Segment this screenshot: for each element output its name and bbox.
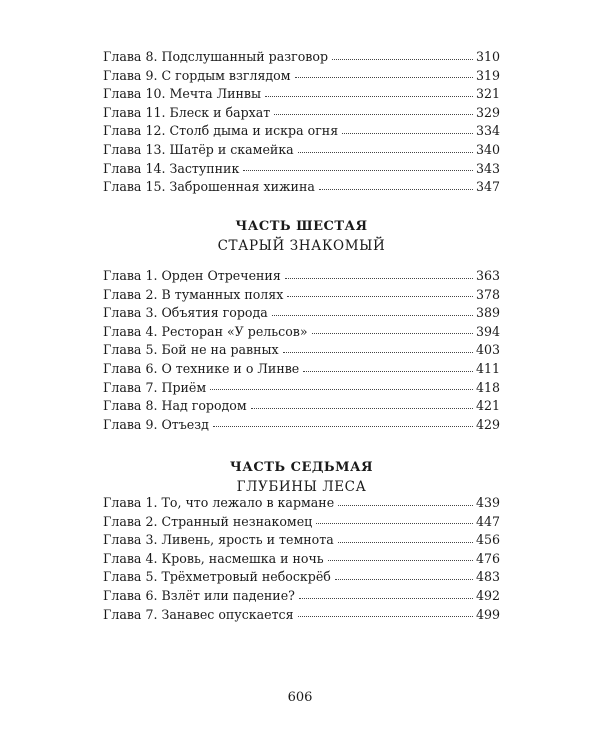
- dot-leader: [299, 598, 473, 599]
- toc-entry-title: Глава 8. Над городом: [103, 398, 247, 414]
- toc-entry-title: Глава 15. Заброшенная хижина: [103, 179, 315, 195]
- dot-leader: [298, 152, 473, 153]
- toc-entry-page: 429: [475, 416, 500, 432]
- toc-entry: [103, 550, 500, 569]
- toc-entry: [103, 494, 500, 513]
- toc-section-part-seven: [103, 494, 500, 624]
- toc-entry-title: Глава 12. Столб дыма и искра огня: [103, 123, 339, 139]
- toc-entry: [103, 360, 500, 379]
- toc-entry-page: 340: [475, 141, 500, 157]
- toc-entry: [103, 286, 500, 305]
- toc-entry-page: 378: [475, 286, 500, 302]
- toc-list: [103, 267, 500, 434]
- toc-entry: [103, 341, 500, 360]
- page-number: 606: [287, 690, 313, 705]
- toc-entry-title: Глава 6. О технике и о Линве: [103, 360, 300, 376]
- dot-leader: [251, 408, 473, 409]
- part-title: ГЛУБИНЫ ЛЕСА: [236, 479, 367, 495]
- dot-leader: [285, 278, 473, 279]
- dot-leader: [283, 352, 473, 353]
- toc-entry-title: Глава 6. Взлёт или падение?: [103, 587, 295, 603]
- toc-entry-page: 439: [475, 495, 500, 510]
- toc-entry: [103, 531, 500, 550]
- toc-entry: [103, 104, 500, 123]
- toc-entry-title: Глава 7. Приём: [103, 379, 207, 395]
- part-number: ЧАСТЬ СЕДЬМАЯ: [229, 460, 374, 475]
- toc-entry: [103, 606, 500, 625]
- dot-leader: [335, 579, 473, 580]
- toc-entry-title: Глава 2. В туманных полях: [103, 286, 284, 302]
- toc-entry-title: Глава 9. Отъезд: [103, 416, 209, 432]
- toc-entry: [103, 85, 500, 104]
- toc-entry-page: 447: [475, 513, 500, 529]
- toc-entry-page: 418: [475, 379, 500, 395]
- dot-leader: [287, 296, 473, 297]
- dot-leader: [274, 114, 473, 115]
- dot-leader: [342, 133, 473, 134]
- dot-leader: [316, 523, 473, 524]
- toc-entry: [103, 141, 500, 160]
- toc-entry-page: 343: [475, 160, 500, 176]
- toc-entry-page: 310: [475, 49, 500, 64]
- toc-entry: [103, 587, 500, 606]
- toc-entry: [103, 48, 500, 67]
- toc-entry-page: 319: [475, 67, 500, 83]
- toc-entry-page: 483: [475, 569, 500, 585]
- toc-entry-page: 492: [475, 587, 500, 603]
- toc-entry-title: Глава 8. Подслушанный разговор: [103, 49, 329, 64]
- toc-entry-page: 347: [475, 179, 500, 195]
- dot-leader: [312, 333, 473, 334]
- toc-entry: [103, 416, 500, 435]
- toc-entry-title: Глава 1. То, что лежало в кармане: [103, 495, 335, 510]
- toc-entry-page: 389: [475, 305, 500, 321]
- part-number: ЧАСТЬ ШЕСТАЯ: [235, 219, 368, 234]
- toc-entry: [103, 513, 500, 532]
- dot-leader: [272, 315, 473, 316]
- toc-entry-title: Глава 3. Ливень, ярость и темнота: [103, 532, 334, 548]
- toc-entry: [103, 67, 500, 86]
- toc-entry-title: Глава 5. Бой не на равных: [103, 342, 279, 358]
- dot-leader: [338, 505, 473, 506]
- toc-list: [103, 494, 500, 624]
- part-title: СТАРЫЙ ЗНАКОМЫЙ: [217, 238, 386, 254]
- toc-entry-title: Глава 5. Трёхметровый небоскрёб: [103, 569, 331, 585]
- toc-entry-title: Глава 9. С гордым взглядом: [103, 67, 291, 83]
- toc-entry: [103, 568, 500, 587]
- toc-entry: [103, 178, 500, 197]
- toc-entry-title: Глава 4. Ресторан «У рельсов»: [103, 323, 308, 339]
- toc-entry-title: Глава 4. Кровь, насмешка и ночь: [103, 550, 324, 566]
- toc-entry: [103, 267, 500, 286]
- toc-entry-title: Глава 7. Занавес опускается: [103, 606, 294, 622]
- toc-list: [103, 48, 500, 197]
- dot-leader: [303, 371, 473, 372]
- dot-leader: [319, 189, 473, 190]
- dot-leader: [243, 170, 473, 171]
- part-heading: [103, 218, 500, 256]
- toc-entry-title: Глава 3. Объятия города: [103, 305, 268, 321]
- dot-leader: [328, 560, 473, 561]
- toc-entry-page: 476: [475, 550, 500, 566]
- toc-entry: [103, 160, 500, 179]
- toc-entry-title: Глава 13. Шатёр и скамейка: [103, 141, 294, 157]
- toc-entry: [103, 122, 500, 141]
- toc-entry-page: 394: [475, 323, 500, 339]
- toc-entry: [103, 397, 500, 416]
- toc-entry: [103, 304, 500, 323]
- dot-leader: [298, 616, 473, 617]
- dot-leader: [210, 389, 473, 390]
- part-heading: [103, 459, 500, 497]
- toc-entry-title: Глава 2. Странный незнакомец: [103, 513, 313, 529]
- toc-entry-page: 329: [475, 104, 500, 120]
- toc-entry-page: 421: [475, 398, 500, 414]
- dot-leader: [332, 59, 473, 60]
- toc-entry-page: 499: [475, 606, 500, 622]
- toc-entry-page: 363: [475, 268, 500, 283]
- toc-entry-page: 456: [475, 532, 500, 548]
- toc-entry-title: Глава 10. Мечта Линвы: [103, 86, 262, 102]
- dot-leader: [265, 96, 473, 97]
- toc-entry: [103, 379, 500, 398]
- dot-leader: [295, 77, 473, 78]
- toc-entry-page: 403: [475, 342, 500, 358]
- toc-entry: [103, 323, 500, 342]
- toc-entry-title: Глава 14. Заступник: [103, 160, 240, 176]
- toc-entry-page: 411: [475, 360, 500, 376]
- toc-entry-title: Глава 11. Блеск и бархат: [103, 104, 271, 120]
- dot-leader: [338, 542, 473, 543]
- dot-leader: [213, 426, 473, 427]
- toc-entry-page: 321: [475, 86, 500, 102]
- toc-section-part-five-continued: [103, 48, 500, 197]
- toc-entry-title: Глава 1. Орден Отречения: [103, 268, 281, 283]
- toc-section-part-six: [103, 267, 500, 434]
- toc-entry-page: 334: [475, 123, 500, 139]
